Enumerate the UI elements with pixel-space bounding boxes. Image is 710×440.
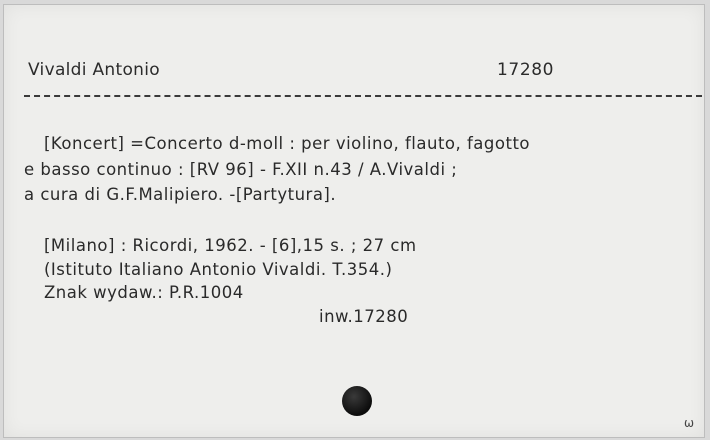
author-heading: Vivaldi Antonio — [28, 60, 160, 80]
title-line-3: a cura di G.F.Malipiero. -[Partytura]. — [24, 185, 337, 204]
corner-mark: ω — [684, 416, 695, 430]
inventory-number: inw.17280 — [319, 307, 409, 326]
dashed-divider — [24, 95, 702, 97]
title-line-2: e basso continuo : [RV 96] - F.XII n.43 / A.Vivaldi ; — [24, 160, 458, 179]
call-number: 17280 — [497, 60, 555, 80]
series-line: (Istituto Italiano Antonio Vivaldi. T.354.) — [44, 260, 393, 279]
title-line-1: [Koncert] =Concerto d-moll : per violino, flauto, fagotto — [44, 134, 531, 153]
catalog-card — [3, 4, 705, 438]
publisher-number-line: Znak wydaw.: P.R.1004 — [44, 283, 244, 302]
imprint-line: [Milano] : Ricordi, 1962. - [6],15 s. ; 27 cm — [44, 236, 417, 255]
punch-hole — [342, 386, 372, 416]
